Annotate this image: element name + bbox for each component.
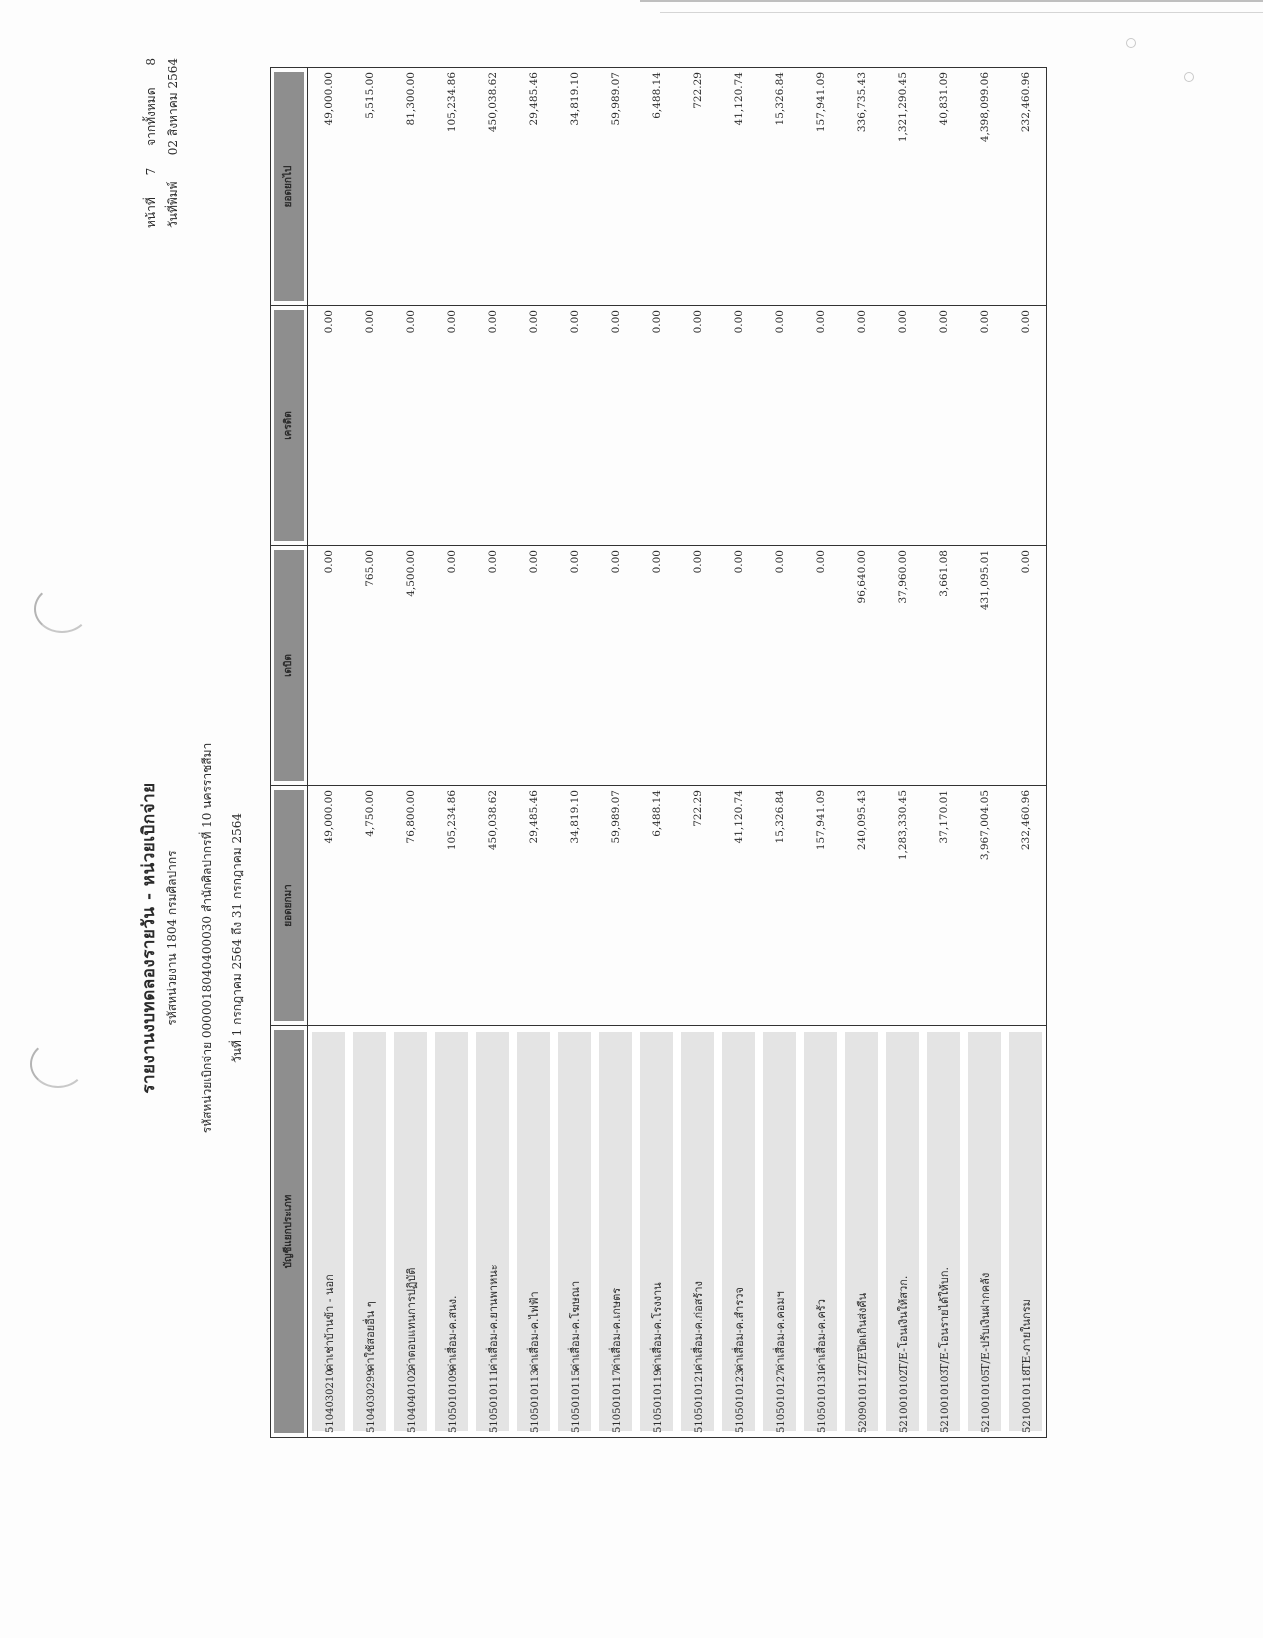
brought-forward-cell: 29,485.46 [513,786,554,1026]
account-name: ค่าเสื่อม-ค.โฆษณา [568,1280,582,1371]
credit-cell: 0.00 [1005,306,1047,546]
account-cell [882,1026,923,1438]
carried-forward-cell: 59,989.07 [595,68,636,306]
account-name: ค่าเสื่อม-ค.เกษตร [609,1287,623,1371]
account-code: 5105010117 [611,1369,623,1433]
account-cell [800,1026,841,1438]
brought-forward-cell: 49,000.00 [308,786,350,1026]
table-row [800,68,841,1438]
brought-forward-cell: 4,750.00 [349,786,390,1026]
brought-forward-cell: 3,967,004.05 [964,786,1005,1026]
account-code: 5104030210 [324,1369,336,1433]
brought-forward-cell: 59,989.07 [595,786,636,1026]
brought-forward-cell: 1,283,330.45 [882,786,923,1026]
carried-forward-cell: 6,488.14 [636,68,677,306]
carried-forward-cell: 1,321,290.45 [882,68,923,306]
debit-cell: 0.00 [308,546,350,786]
debit-cell: 0.00 [595,546,636,786]
table-row [554,68,595,1438]
account-code: 5105010127 [775,1369,787,1433]
account-code: 5105010131 [816,1369,828,1433]
credit-cell: 0.00 [431,306,472,546]
table-row [923,68,964,1438]
carried-forward-cell: 450,038.62 [472,68,513,306]
account-name: ค่าเสื่อม-ค.ก่อสร้าง [691,1281,705,1371]
table-row [636,68,677,1438]
debit-cell: 4,500.00 [390,546,431,786]
account-cell [1005,1026,1047,1438]
column-header-brought-forward: ยอดยกมา [271,786,308,1026]
debit-cell: 431,095.01 [964,546,1005,786]
account-name: ค่าเสื่อม-ค.ยานพาหนะ [486,1264,500,1371]
credit-cell: 0.00 [718,306,759,546]
account-code: 5105010109 [447,1369,459,1433]
account-code: 5105010123 [734,1369,746,1433]
column-header-debit: เดบิต [271,546,308,786]
account-cell [923,1026,964,1438]
carried-forward-cell: 5,515.00 [349,68,390,306]
account-name: ค่าใช้สอยอื่น ๆ [363,1301,377,1371]
total-pages: 8 [144,58,158,66]
debit-cell: 0.00 [1005,546,1047,786]
account-cell [636,1026,677,1438]
account-name: ค่าเสื่อม-ค.สนง. [445,1295,459,1371]
carried-forward-cell: 105,234.86 [431,68,472,306]
account-code: 5210010118 [1021,1369,1033,1433]
account-name: ค่าเสื่อม-ค.ไฟฟ้า [527,1291,541,1371]
carried-forward-cell: 49,000.00 [308,68,350,306]
brought-forward-cell: 157,941.09 [800,786,841,1026]
carried-forward-cell: 232,460.96 [1005,68,1047,306]
carried-forward-cell: 15,326.84 [759,68,800,306]
print-date-label: วันที่พิมพ์ [166,181,180,228]
credit-cell: 0.00 [308,306,350,546]
account-name: T/E-โอนรายได้ให้บก. [937,1267,951,1371]
credit-cell: 0.00 [923,306,964,546]
credit-cell: 0.00 [759,306,800,546]
credit-cell: 0.00 [841,306,882,546]
account-cell [759,1026,800,1438]
report-title: รายงานงบทดลองรายวัน - หน่วยเบิกจ่าย [139,782,159,1094]
credit-cell: 0.00 [390,306,431,546]
account-cell [513,1026,554,1438]
account-name: ค่าเสื่อม-ค.สำรวจ [732,1287,746,1371]
brought-forward-cell: 450,038.62 [472,786,513,1026]
agency-line: รหัสหน่วยงาน 1804 กรมศิลปากร [165,850,179,1026]
trial-balance-table [270,67,1047,1438]
debit-cell: 0.00 [513,546,554,786]
account-code: 5105010121 [693,1369,705,1433]
debit-cell: 0.00 [636,546,677,786]
table-row [513,68,554,1438]
account-cell [349,1026,390,1438]
account-cell [431,1026,472,1438]
table-row [1005,68,1047,1438]
brought-forward-cell: 232,460.96 [1005,786,1047,1026]
carried-forward-cell: 34,819.10 [554,68,595,306]
carried-forward-cell: 4,398,099.06 [964,68,1005,306]
debit-cell: 0.00 [677,546,718,786]
brought-forward-cell: 722.29 [677,786,718,1026]
table-row [595,68,636,1438]
debit-cell: 0.00 [800,546,841,786]
debit-cell: 765.00 [349,546,390,786]
account-code: 5209010112 [857,1369,869,1433]
account-cell [841,1026,882,1438]
carried-forward-cell: 81,300.00 [390,68,431,306]
debit-cell: 0.00 [554,546,595,786]
table-row [882,68,923,1438]
table-row [964,68,1005,1438]
account-cell [308,1026,350,1438]
brought-forward-cell: 41,120.74 [718,786,759,1026]
account-name: ค่าตอบแทนการปฏิบัติ [404,1267,418,1371]
credit-cell: 0.00 [595,306,636,546]
account-code: 5210010105 [980,1369,992,1433]
credit-cell: 0.00 [882,306,923,546]
table-row [759,68,800,1438]
brought-forward-cell: 34,819.10 [554,786,595,1026]
carried-forward-cell: 29,485.46 [513,68,554,306]
brought-forward-cell: 6,488.14 [636,786,677,1026]
disbursing-unit-line: รหัสหน่วยเบิกจ่าย 0000018040400030 สำนักศิลปากรที่ 10 นครราชสีมา [200,742,214,1134]
account-code: 5210010103 [939,1369,951,1433]
carried-forward-cell: 722.29 [677,68,718,306]
account-name: T/E-ปรับเงินฝากคลัง [978,1272,992,1371]
page-label: หน้าที่ [144,197,158,228]
credit-cell: 0.00 [636,306,677,546]
account-cell [718,1026,759,1438]
table-row [718,68,759,1438]
debit-cell: 0.00 [472,546,513,786]
table-row [841,68,882,1438]
debit-cell: 0.00 [718,546,759,786]
account-code: 5210010102 [898,1369,910,1433]
table-row [472,68,513,1438]
column-header-carried-forward: ยอดยกไป [271,68,308,306]
debit-cell: 96,640.00 [841,546,882,786]
credit-cell: 0.00 [472,306,513,546]
account-code: 5105010115 [570,1369,582,1433]
table-header-row [271,68,308,1438]
debit-cell: 3,661.08 [923,546,964,786]
account-code: 5105010111 [488,1369,500,1433]
carried-forward-cell: 41,120.74 [718,68,759,306]
carried-forward-cell: 157,941.09 [800,68,841,306]
account-name: T/Eปิดเกินส่งคืน [855,1292,869,1371]
account-cell [964,1026,1005,1438]
page-info [140,58,184,228]
account-code: 5105010119 [652,1369,664,1433]
column-header-account: บัญชีแยกประเภท [271,1026,308,1438]
credit-cell: 0.00 [349,306,390,546]
table-row [677,68,718,1438]
brought-forward-cell: 105,234.86 [431,786,472,1026]
account-cell [472,1026,513,1438]
brought-forward-cell: 37,170.01 [923,786,964,1026]
account-name: ค่าเช่าบ้านข้า - นอก [322,1274,336,1371]
account-code: 5104040102 [406,1369,418,1433]
debit-cell: 0.00 [759,546,800,786]
account-name: ค่าเสื่อม-ค.โรงงาน [650,1282,664,1371]
account-cell [390,1026,431,1438]
brought-forward-cell: 15,326.84 [759,786,800,1026]
account-code: 5104030299 [365,1369,377,1433]
debit-cell: 0.00 [431,546,472,786]
account-cell [595,1026,636,1438]
account-name: ค่าเสื่อม-ค.ครัว [814,1299,828,1371]
account-name: ค่าเสื่อม-ค.คอมฯ [773,1291,787,1371]
credit-cell: 0.00 [800,306,841,546]
print-date: 02 สิงหาคม 2564 [166,58,180,156]
table-row [431,68,472,1438]
column-header-credit: เครดิต [271,306,308,546]
credit-cell: 0.00 [513,306,554,546]
account-code: 5105010113 [529,1369,541,1433]
account-cell [554,1026,595,1438]
date-range-line: วันที่ 1 กรกฎาคม 2564 ถึง 31 กรกฎาคม 2564 [230,812,244,1064]
account-cell [677,1026,718,1438]
account-name: TE-ภายในกรม [1019,1299,1033,1371]
table-row [349,68,390,1438]
brought-forward-cell: 76,800.00 [390,786,431,1026]
brought-forward-cell: 240,095.43 [841,786,882,1026]
debit-cell: 37,960.00 [882,546,923,786]
credit-cell: 0.00 [677,306,718,546]
total-label: จากทั้งหมด [144,87,158,146]
page-number: 7 [144,167,158,176]
account-name: T/E-โอนเงินให้สวก. [896,1275,910,1371]
table-row [390,68,431,1438]
table-row [308,68,350,1438]
credit-cell: 0.00 [554,306,595,546]
credit-cell: 0.00 [964,306,1005,546]
carried-forward-cell: 40,831.09 [923,68,964,306]
carried-forward-cell: 336,735.43 [841,68,882,306]
